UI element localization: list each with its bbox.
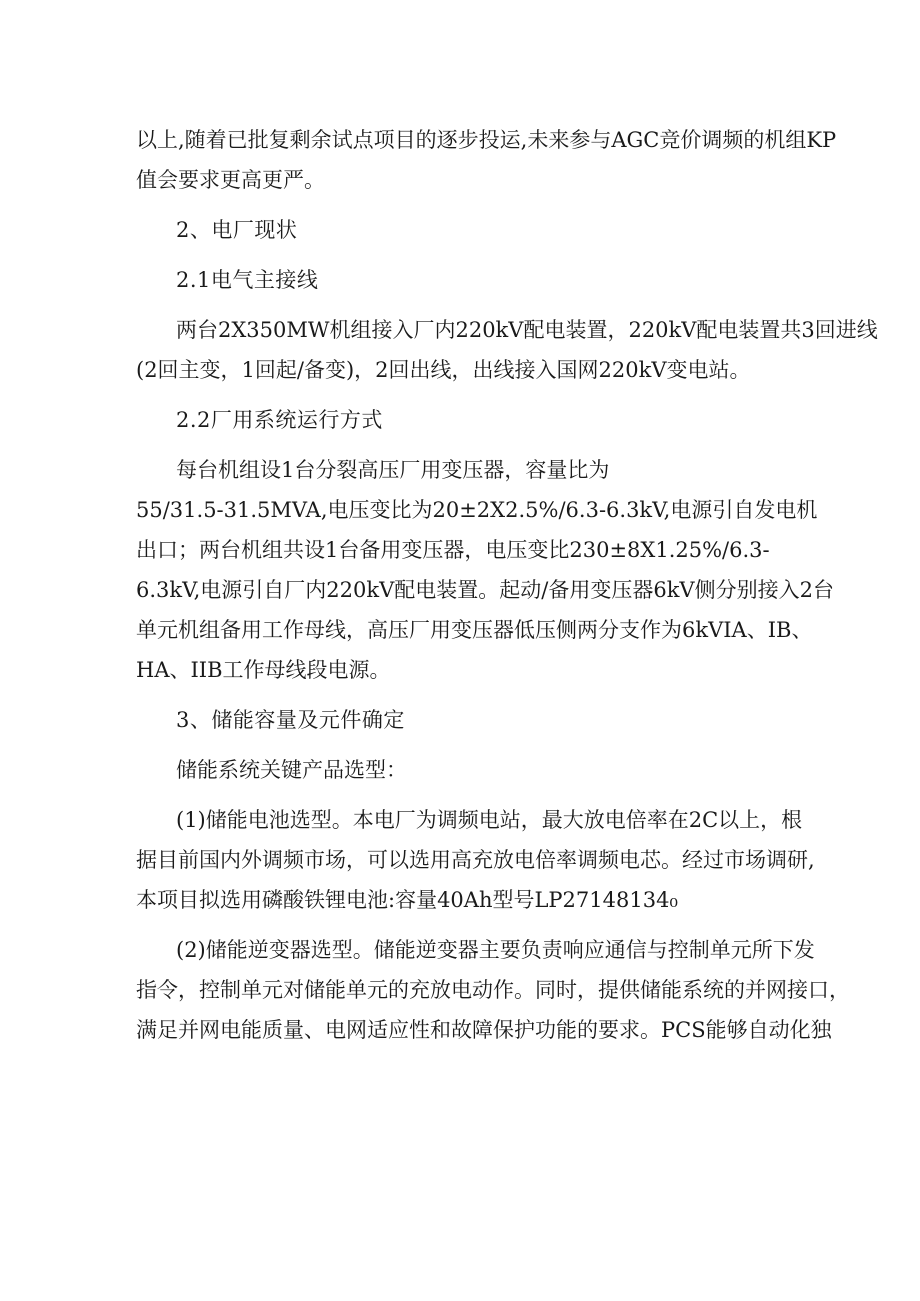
text-line: 本项目拟选用磷酸铁锂电池:容量40Ah型号LP27148134₀ xyxy=(136,888,678,912)
text-line: 据目前国内外调频市场，可以选用高充放电倍率调频电芯。经过市场调研, xyxy=(136,848,815,872)
text-line: HA、IIB工作母线段电源。 xyxy=(136,658,391,682)
text-line: 每台机组设1台分裂高压厂用变压器，容量比为 xyxy=(176,458,610,482)
text-line: 单元机组备用工作母线，高压厂用变压器低压侧两分支作为6kVIA、IB、 xyxy=(136,618,813,642)
subsection-heading: 2.2厂用系统运行方式 xyxy=(176,408,383,432)
text-line: 储能系统关键产品选型： xyxy=(176,758,407,782)
text-line: (1)储能电池选型。本电厂为调频电站，最大放电倍率在2C以上，根 xyxy=(176,808,803,832)
text-line: 以上,随着已批复剩余试点项目的逐步投运,未来参与AGC竞价调频的机组KP xyxy=(136,128,837,152)
text-line: (2)储能逆变器选型。储能逆变器主要负责响应通信与控制单元所下发 xyxy=(176,938,815,962)
section-heading: 3、储能容量及元件确定 xyxy=(176,708,405,732)
text-line: 值会要求更高更严。 xyxy=(136,168,325,192)
document-body xyxy=(136,120,878,1050)
subsection-heading: 2.1电气主接线 xyxy=(176,268,319,292)
text-line: 指令，控制单元对储能单元的充放电动作。同时，提供储能系统的并网接口， xyxy=(136,978,850,1002)
text-line: 满足并网电能质量、电网适应性和故障保护功能的要求。PCS能够自动化独 xyxy=(136,1018,832,1042)
text-line: 出口；两台机组共设1台备用变压器，电压变比230±8X1.25%/6.3- xyxy=(136,538,770,562)
text-line: 6.3kV,电源引自厂内220kV配电装置。起动/备用变压器6kV侧分别接入2台 xyxy=(136,578,834,602)
section-heading: 2、电厂现状 xyxy=(176,218,298,242)
text-line: 55/31.5-31.5MVA,电压变比为20±2X2.5%/6.3-6.3kV,电源引自发电机 xyxy=(136,498,818,522)
text-line: 两台2X350MW机组接入厂内220kV配电装置，220kV配电装置共3回进线 xyxy=(176,318,878,342)
text-line: (2回主变，1回起/备变)，2回出线，出线接入国网220kV变电站。 xyxy=(136,358,751,382)
